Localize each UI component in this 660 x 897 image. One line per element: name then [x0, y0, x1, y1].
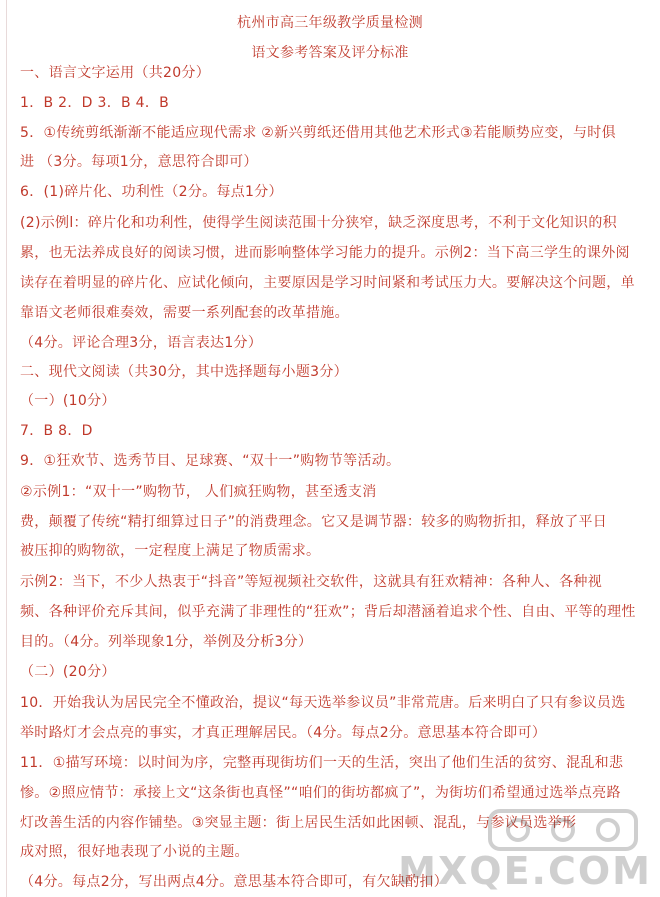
answer-line: 10．开始我认为居民完全不懂政治，提议“每天选举参议员”非常荒唐。后来明白了只有参议员选 — [20, 695, 626, 711]
watermark-text: MXQE.COM — [398, 849, 652, 893]
watermark-logo-icon — [488, 807, 638, 853]
answer-line: （4分。每点2分，写出两点4分。意思基本符合即可，有欠缺酌扣） — [20, 874, 449, 890]
answer-line: 成对照，很好地表现了小说的主题。 — [20, 844, 249, 860]
answer-line: 示例2：当下，不少人热衷于“抖音”等短视频社交软件，这就具有狂欢精神：各种人、各种视 — [20, 574, 603, 590]
answer-line: （4分。评论合理3分，语言表达1分） — [20, 335, 263, 351]
answer-line: 5．①传统剪纸渐渐不能适应现代需求 ②新兴剪纸还借用其他艺术形式③若能顺势应变，与时俱 — [20, 125, 616, 141]
answer-line: 惨。②照应情节：承接上文“这条街也真怪”“咱们的街坊都疯了”，为街坊们希望通过选举点亮路 — [20, 785, 621, 801]
answer-line: 目的。（4分。列举现象1分，举例及分析3分） — [20, 634, 313, 650]
document-subtitle: 语文参考答案及评分标准 — [251, 45, 409, 61]
answer-line: 灯改善生活的内容作铺垫。③突显主题：街上居民生活如此困顿、混乱，与参议员选举形 — [20, 815, 577, 831]
answer-line: 11．①描写环境：以时间为序，完整再现街坊们一天的生活，突出了他们生活的贫穷、混乱和悲 — [20, 755, 624, 771]
answer-line: 1．B 2．D 3．B 4．B — [20, 95, 170, 111]
answer-line: 进 （3分。每项1分，意思符合即可） — [20, 154, 258, 170]
answer-line: 费，颠覆了传统“精打细算过日子”的消费理念。它又是调节器：较多的购物折扣，释放了平日 — [20, 514, 608, 530]
answer-line: 靠语文老师很难奏效，需要一系列配套的改革措施。 — [20, 305, 349, 321]
page-left-border — [6, 0, 7, 897]
answer-line: 6．(1)碎片化、功利性（2分。每点1分） — [20, 184, 283, 200]
answer-line: 9．①狂欢节、选秀节目、足球赛、“双十一”购物节等活动。 — [20, 453, 401, 469]
document-title: 杭州市高三年级教学质量检测 — [237, 15, 423, 31]
answer-line: 一、语言文字运用（共20分） — [20, 65, 211, 81]
answer-line: 被压抑的购物欲，一定程度上满足了物质需求。 — [20, 543, 321, 559]
answer-line: 频、各种评价充斥其间，似乎充满了非理性的“狂欢”；背后却潜涵着追求个性、自由、平等的理性 — [20, 604, 636, 620]
answer-line: （二）(20分） — [20, 664, 116, 680]
answer-line: (2)示例l：碎片化和功利性，使得学生阅读范围十分狭窄，缺乏深度思考，不利于文化知识的积 — [20, 215, 617, 231]
site-watermark — [398, 803, 654, 893]
answer-line: 累，也无法养成良好的阅读习惯，进而影响整体学习能力的提升。示例2：当下高三学生的课外阅 — [20, 245, 630, 261]
answer-line: 举时路灯才会点亮的事实，才真正理解居民。（4分。每点2分。意思基本符合即可） — [20, 725, 547, 741]
answer-line: 二、现代文阅读（共30分，其中选择题每小题3分） — [20, 364, 348, 380]
answer-line: （一）(10分） — [20, 393, 116, 409]
answer-line: ②示例1：“双十一”购物节， 人们疯狂购物，甚至透支消 — [20, 484, 377, 500]
answer-line: 读存在着明显的碎片化、应试化倾向，主要原因是学习时间紧和考试压力大。要解决这个问题，单 — [20, 275, 635, 291]
answer-line: 7．B 8．D — [20, 423, 93, 439]
